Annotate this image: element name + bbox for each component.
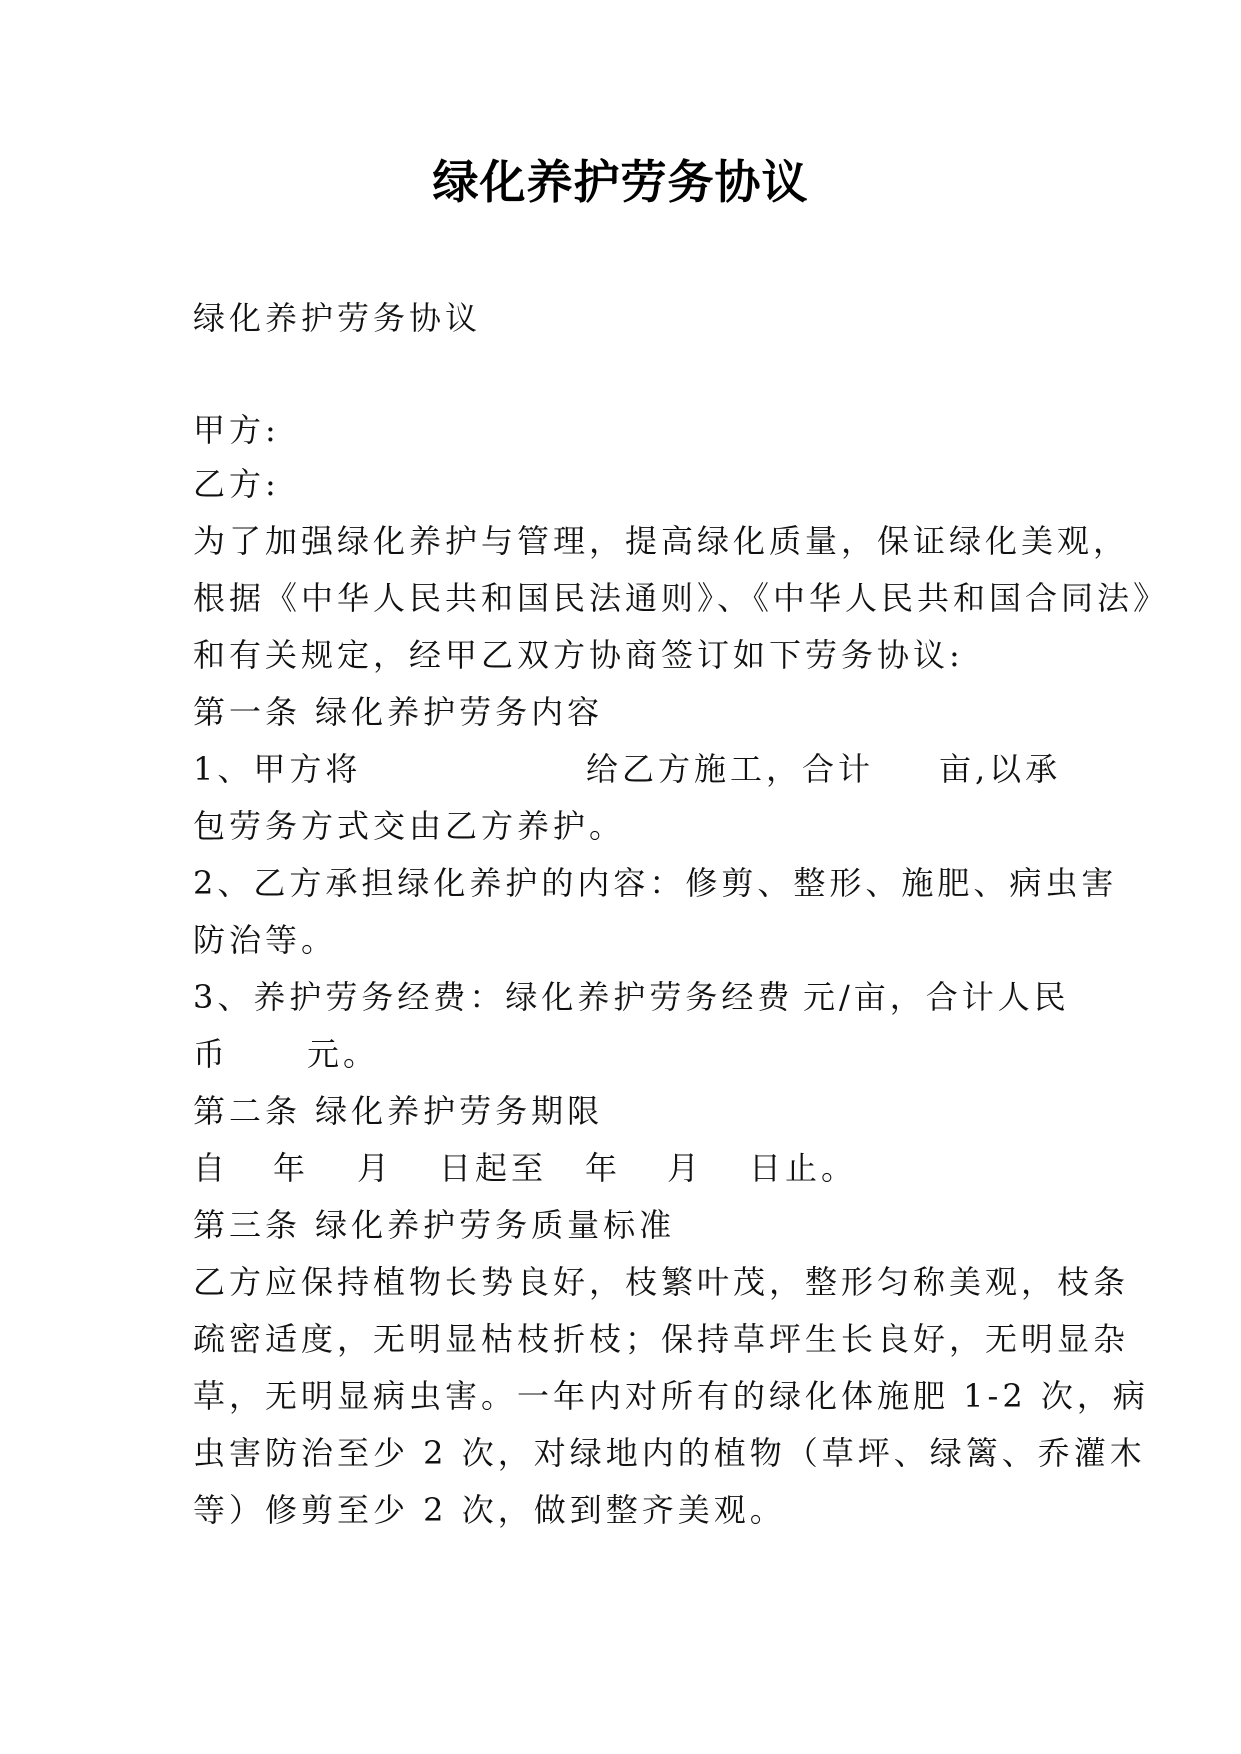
period-day-end: 日止。 [749,1149,858,1187]
article3-heading: 第三条 绿化养护劳务质量标准 [193,1206,676,1244]
article1-item3-part1: 3、养护劳务经费：绿化养护劳务经费 [193,978,794,1016]
article2-heading: 第二条 绿化养护劳务期限 [193,1092,604,1130]
intro-line-1: 为了加强绿化养护与管理，提高绿化质量，保证绿化美观， [193,522,1130,560]
article2-period-line [193,1146,953,1190]
article3-body-line-4: 虫害防治至少 2 次，对绿地内的植物（草坪、绿篱、乔灌木 [193,1434,1146,1472]
article3-body-line-5: 等）修剪至少 2 次，做到整齐美观。 [193,1491,786,1529]
party-a-label: 甲方: [193,411,280,449]
article1-item2-line-2: 防治等。 [193,921,338,959]
article1-item1-cont: 包劳务方式交由乙方养护。 [193,807,626,845]
article1-item3-cont-line [193,1032,493,1076]
period-year-2: 年 [585,1149,622,1187]
period-month-2: 月 [667,1149,704,1187]
intro-line-2: 根据《中华人民共和国民法通则》、《中华人民共和国合同法》 [193,579,1170,617]
intro-line-3: 和有关规定，经甲乙双方协商签订如下劳务协议: [193,636,964,674]
document-title: 绿化养护劳务协议 [432,155,809,209]
period-from: 自 [193,1149,230,1187]
article3-body-line-3: 草，无明显病虫害。一年内对所有的绿化体施肥 1-2 次，病 [193,1377,1149,1415]
article1-item2-line-1: 2、乙方承担绿化养护的内容：修剪、整形、施肥、病虫害 [193,864,1118,902]
article1-item3-cont2: 元。 [307,1035,380,1073]
period-month-1: 月 [357,1149,394,1187]
period-day-start: 日起至 [439,1149,548,1187]
article1-item3-cont1: 币 [193,1035,230,1073]
period-year-1: 年 [273,1149,310,1187]
document-subtitle: 绿化养护劳务协议 [193,299,482,337]
article1-item1-part1: 1、甲方将 [193,750,362,788]
article3-body-line-1: 乙方应保持植物长势良好，枝繁叶茂，整形匀称美观，枝条 [193,1263,1130,1301]
article1-heading: 第一条 绿化养护劳务内容 [193,693,604,731]
article1-item1-line [193,747,1062,791]
party-b-label: 乙方: [193,465,280,503]
article1-item1-part2: 给乙方施工，合计 [586,750,875,788]
article3-body-line-2: 疏密适度，无明显枯枝折枝；保持草坪生长良好，无明显杂 [193,1320,1130,1358]
article1-item3-line [193,975,1070,1019]
article1-item3-part2: 元/亩，合计人民 [803,978,1070,1016]
article1-item1-part3: 亩,以承 [939,750,1062,788]
